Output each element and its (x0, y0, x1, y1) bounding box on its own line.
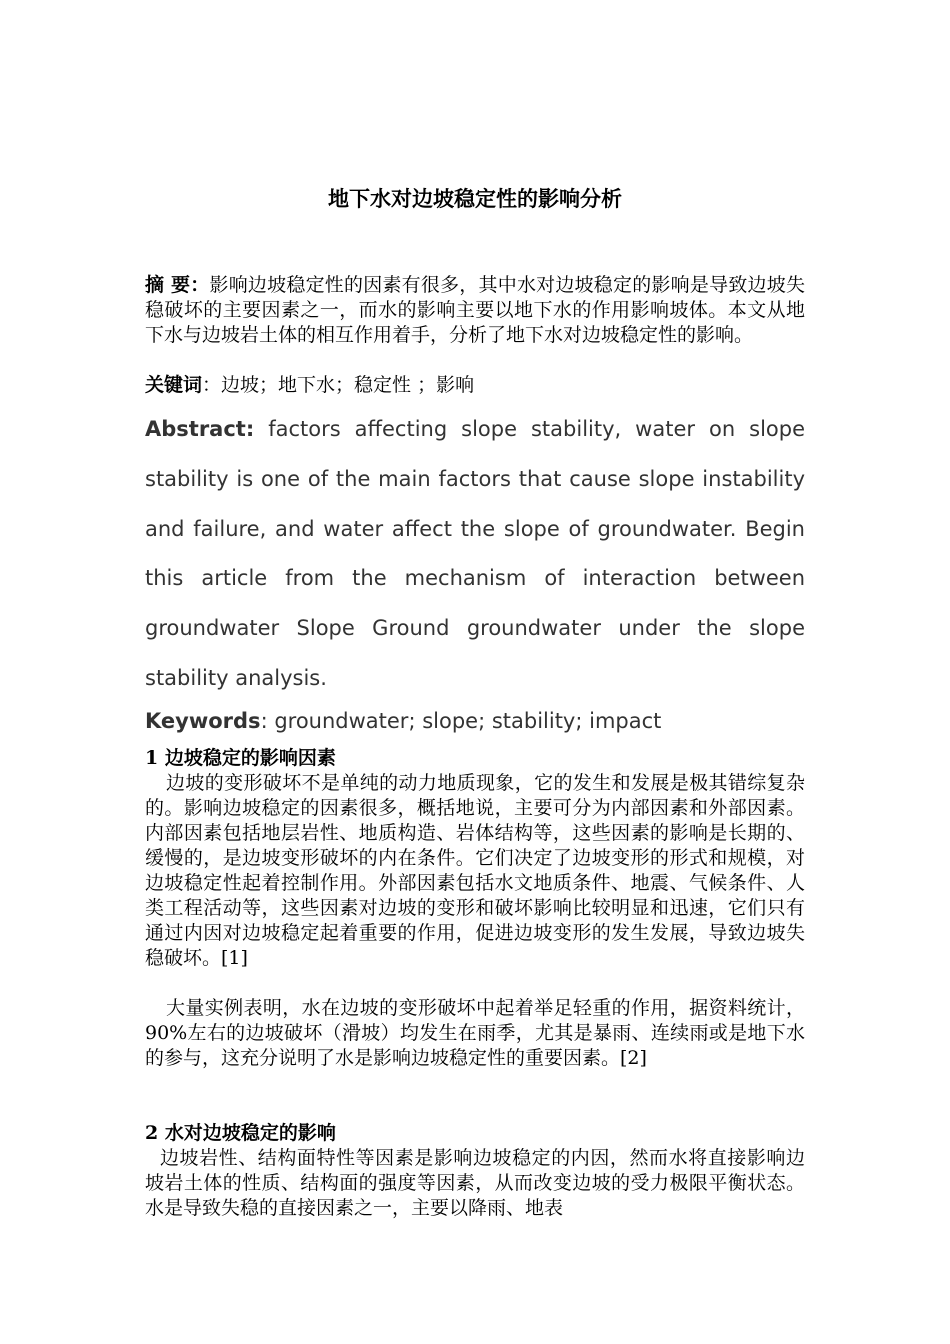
abstract-en (145, 405, 805, 704)
keywords-cn-label: 关键词 (145, 374, 203, 396)
abstract-cn (145, 273, 805, 348)
section-2-heading: 2 水对边坡稳定的影响 (145, 1122, 336, 1144)
abstract-cn-separator: ： (190, 274, 210, 296)
abstract-cn-label: 摘 要 (145, 274, 191, 296)
keywords-en-label: Keywords (145, 709, 261, 733)
abstract-en-text: factors affecting slope stability, water on slope stability is one of the main factors that cause slope instability and failure, and water affect the slope of groundwater. Begin this article from the mechanism of interaction between groundwater Slope Ground groundwater under the slope stability analysis. (145, 417, 805, 690)
abstract-en-label: Abstract: (145, 417, 255, 441)
section-1-paragraph-2: 大量实例表明，水在边坡的变形破坏中起着举足轻重的作用，据资料统计，90%左右的边坡破坏（滑坡）均发生在雨季，尤其是暴雨、连续雨或是地下水的参与，这充分说明了水是影响边坡稳定性的重要因素。[2] (145, 997, 805, 1069)
keywords-en-text: : groundwater; slope; stability; impact (260, 709, 662, 733)
keywords-cn-separator: ： (202, 374, 222, 396)
section-1-paragraph-1: 边坡的变形破坏不是单纯的动力地质现象，它的发生和发展是极其错综复杂的。影响边坡稳定的因素很多，概括地说，主要可分为内部因素和外部因素。内部因素包括地层岩性、地质构造、岩体结构等，这些因素的影响是长期的、缓慢的，是边坡变形破坏的内在条件。它们决定了边坡变形的形式和规模，对边坡稳定性起着控制作用。外部因素包括水文地质条件、地震、气候条件、人类工程活动等，这些因素对边坡的变形和破坏影响比较明显和迅速，它们只有通过内因对边坡稳定起着重要的作用，促进边坡变形的发生发展，导致边坡失稳破坏。[1] (145, 772, 805, 969)
section-2-paragraph-1: 边坡岩性、结构面特性等因素是影响边坡稳定的内因，然而水将直接影响边坡岩土体的性质、结构面的强度等因素，从而改变边坡的受力极限平衡状态。水是导致失稳的直接因素之一，主要以降雨、地表 (145, 1147, 805, 1219)
abstract-cn-text: 影响边坡稳定性的因素有很多，其中水对边坡稳定的影响是导致边坡失稳破坏的主要因素之一，而水的影响主要以地下水的作用影响坡体。本文从地下水与边坡岩土体的相互作用着手，分析了地下水对边坡稳定性的影响。 (145, 274, 805, 346)
keywords-en (145, 706, 805, 736)
keywords-cn-text: 边坡；地下水；稳定性 ；影响 (221, 374, 475, 396)
section-1-heading: 1 边坡稳定的影响因素 (145, 747, 336, 769)
page-title: 地下水对边坡稳定性的影响分析 (328, 186, 622, 211)
keywords-cn (145, 373, 805, 398)
